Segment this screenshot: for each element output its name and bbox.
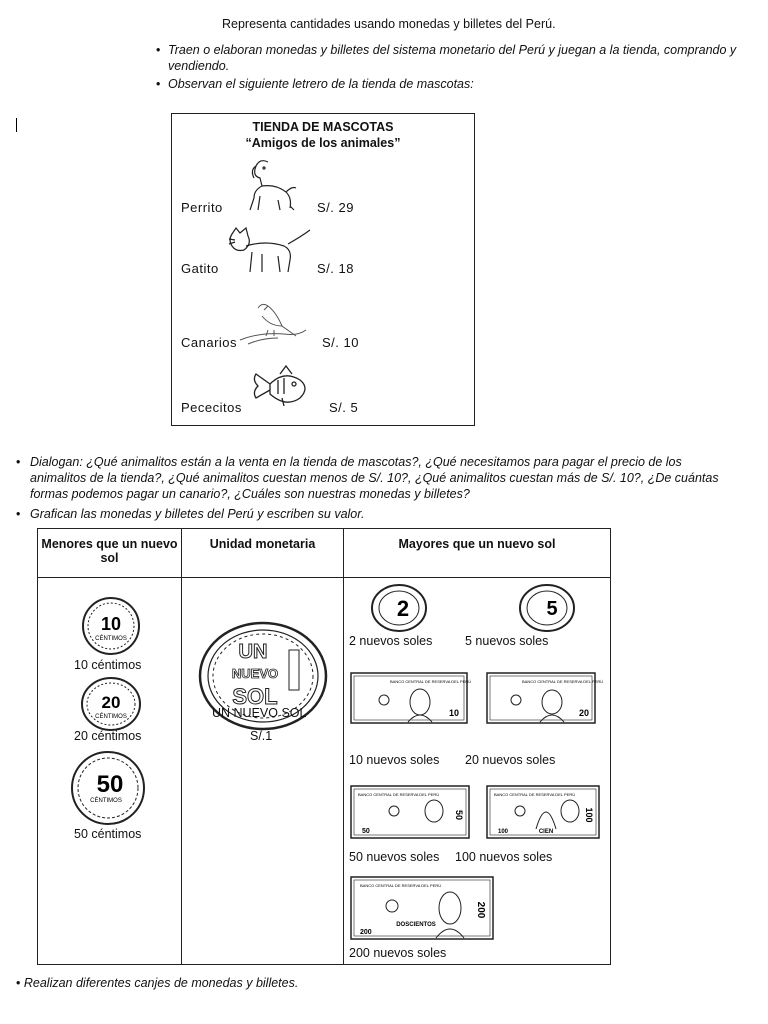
svg-text:BANCO CENTRAL DE RESERVA DEL P: BANCO CENTRAL DE RESERVA DEL PERÚ [360,883,442,888]
cat-icon [228,226,312,274]
label-20-centimos: 20 céntimos [74,729,142,743]
label-20-soles: 20 nuevos soles [465,753,556,767]
svg-text:100: 100 [584,807,594,823]
svg-text:CÉNTIMOS: CÉNTIMOS [95,714,127,720]
pet-name-canarios: Canarios [181,335,238,350]
sign-subtitle: “Amigos de los animales” [245,136,401,150]
svg-text:BANCO CENTRAL DE RESERVA DEL P: BANCO CENTRAL DE RESERVA DEL PERÚ [494,792,576,797]
svg-text:BANCO CENTRAL DE RESERVA DEL P: BANCO CENTRAL DE RESERVA DEL PERÚ [522,679,604,684]
header-unidad: Unidad monetaria [182,529,344,578]
bill-20-soles-icon [486,672,604,724]
svg-text:BANCO CENTRAL DE RESERVA DEL P: BANCO CENTRAL DE RESERVA DEL PERÚ [390,679,472,684]
bullet-item: • Traen o elaboran monedas y billetes del sistema monetario del Perú y juegan a la tienda, comprando y vendiendo. [156,42,756,74]
coin-50-centimos-icon [70,750,146,826]
pet-name-pececitos: Pececitos [181,400,242,415]
svg-text:DOSCIENTOS: DOSCIENTOS [396,922,436,928]
pet-shop-sign [171,113,475,426]
coin-2-soles-icon [370,583,428,633]
svg-text:2: 2 [396,596,410,621]
big-money-cell [344,578,610,964]
money-table [37,528,611,965]
label-200-soles: 200 nuevos soles [349,946,447,960]
small-coins-cell [38,578,181,964]
svg-text:50: 50 [362,828,370,835]
bill-100-soles-icon [486,785,600,839]
fish-icon [250,364,314,410]
svg-text:SOL: SOL [232,684,278,709]
dialog-bullets [16,454,736,526]
dog-icon [238,156,298,212]
svg-text:5: 5 [546,598,558,620]
bullet-item: • Observan el siguiente letrero de la tienda de mascotas: [156,76,756,92]
bullet-item: • Dialogan: ¿Qué animalitos están a la venta en la tienda de mascotas?, ¿Qué necesitamos para pagar el precio de los animalitos de la tienda?, ¿Qué animalitos cuestan menos de S/. 10?, ¿Qué animalitos cuestan más de S/. 10?, ¿De cuántas formas podemos pagar un canario?, ¿Cuáles son nuestras monedas y billetes? [16,454,736,502]
sign-title: TIENDA DE MASCOTAS [252,120,394,134]
bill-50-soles-icon [350,785,470,839]
svg-text:10: 10 [448,708,460,718]
svg-text:50: 50 [454,809,464,821]
bill-200-soles-icon [350,876,494,940]
label-un-nuevo-sol: UN NUEVO SOL [212,706,307,720]
header-menores: Menores que un nuevo sol [38,529,182,578]
label-10-centimos: 10 céntimos [74,658,142,672]
svg-text:20: 20 [578,708,590,718]
label-2-soles: 2 nuevos soles [349,634,433,648]
bird-icon [238,300,308,346]
pet-name-gatito: Gatito [181,261,219,276]
intro-bullets [156,42,756,94]
label-unit-value: S/.1 [250,729,273,743]
svg-text:BANCO CENTRAL DE RESERVA DEL P: BANCO CENTRAL DE RESERVA DEL PERÚ [358,792,440,797]
price-canarios: S/. 10 [322,335,359,350]
bill-10-soles-icon [350,672,472,724]
svg-text:200: 200 [475,901,486,919]
label-50-soles: 50 nuevos soles [349,850,440,864]
svg-text:100: 100 [498,829,509,835]
svg-text:CÉNTIMOS: CÉNTIMOS [95,636,127,642]
text-cursor [16,118,17,132]
price-perrito: S/. 29 [317,200,354,215]
bottom-bullet: • Realizan diferentes canjes de monedas y billetes. [16,976,298,990]
svg-text:UN: UN [238,641,268,663]
svg-text:50: 50 [96,771,124,798]
label-5-soles: 5 nuevos soles [465,634,549,648]
svg-text:CIEN: CIEN [538,829,554,835]
page-title: Representa cantidades usando monedas y billetes del Perú. [222,17,556,31]
unit-coin-cell [182,578,343,964]
svg-text:10: 10 [100,614,122,634]
price-pececitos: S/. 5 [329,400,359,415]
coin-5-soles-icon [518,583,576,633]
label-100-soles: 100 nuevos soles [455,850,553,864]
label-50-centimos: 50 céntimos [74,827,142,841]
svg-text:200: 200 [360,929,372,936]
pet-name-perrito: Perrito [181,200,223,215]
label-10-soles: 10 nuevos soles [349,753,440,767]
bullet-item: • Grafican las monedas y billetes del Perú y escriben su valor. [16,506,736,522]
coin-10-centimos-icon [81,596,141,656]
svg-text:CÉNTIMOS: CÉNTIMOS [90,798,122,804]
price-gatito: S/. 18 [317,261,354,276]
svg-text:NUEVO: NUEVO [231,666,279,681]
header-mayores: Mayores que un nuevo sol [344,529,611,578]
coin-20-centimos-icon [80,676,142,732]
svg-text:20: 20 [101,693,121,712]
